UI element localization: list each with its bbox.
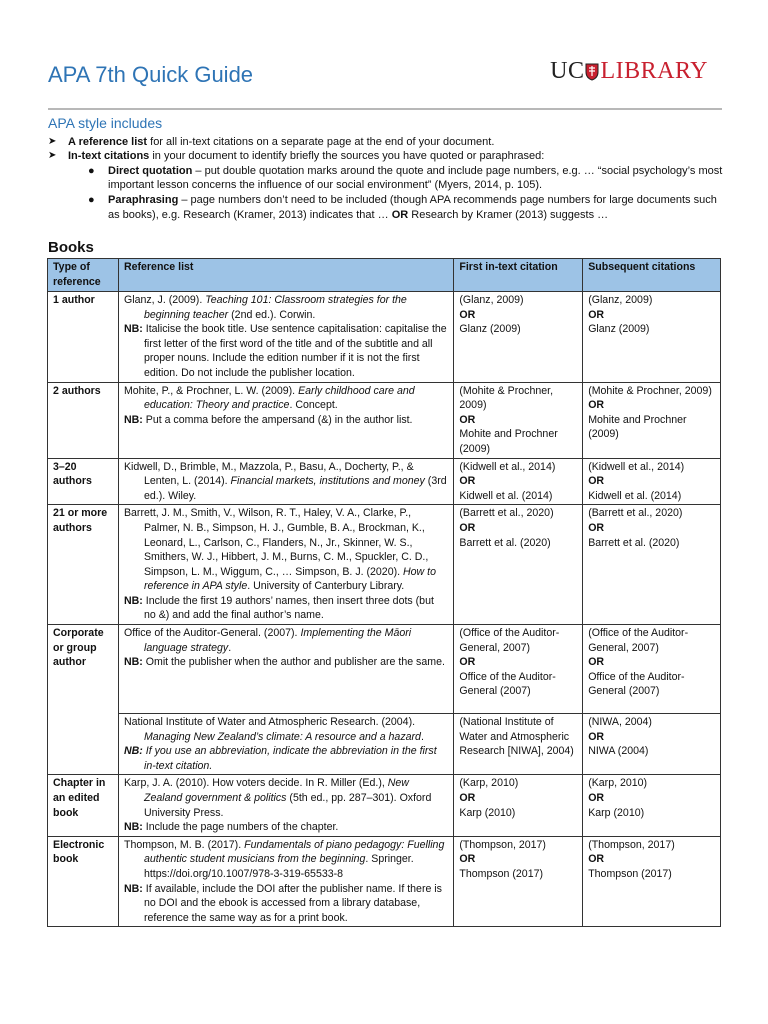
books-reference-table	[47, 258, 721, 927]
row-subsequent-citation: (Karp, 2010) OR Karp (2010)	[583, 775, 721, 836]
table-row	[48, 505, 721, 625]
row-first-citation: (Mohite & Prochner, 2009) OR Mohite and Prochner (2009)	[454, 382, 583, 458]
row-subsequent-citation: (NIWA, 2004) OR NIWA (2004)	[583, 714, 721, 775]
row-type: 21 or more authors	[48, 505, 119, 625]
table-row	[48, 382, 721, 458]
header-first-citation: First in-text citation	[454, 259, 583, 292]
table-row	[48, 292, 721, 383]
row-first-citation: (Office of the Auditor-General, 2007) OR Office of the Auditor-General (2007)	[454, 625, 583, 714]
row-reference: Mohite, P., & Prochner, L. W. (2009). Early childhood care and education: Theory and practice. Concept. NB: Put a comma before the ampersand (&) in the author list.	[118, 382, 453, 458]
dot-bullet-icon: ●	[88, 164, 95, 177]
table-row	[48, 714, 721, 775]
crest-icon	[585, 63, 599, 81]
arrow-bullet-icon: ➤	[48, 135, 57, 147]
row-type: Chapter in an edited book	[48, 775, 119, 836]
row-subsequent-citation: (Glanz, 2009) OR Glanz (2009)	[583, 292, 721, 383]
row-type: Corporate or group author	[48, 625, 119, 775]
table-row	[48, 775, 721, 836]
intro-bullet-reference-list: ➤ A reference list for all in-text citations on a separate page at the end of your document.	[48, 135, 495, 148]
arrow-bullet-icon: ➤	[48, 150, 57, 162]
table-row	[48, 458, 721, 505]
row-subsequent-citation: (Thompson, 2017) OR Thompson (2017)	[583, 836, 721, 927]
intro-sub-direct-quotation: ● Direct quotation – put double quotation marks around the quote and include page numbers, e.g. … “social psychology’s most important lesson concerns the influence of our social environment” (Myers, 2014, p. 105).	[88, 164, 723, 192]
dot-bullet-icon: ●	[88, 193, 95, 206]
row-first-citation: (Kidwell et al., 2014) OR Kidwell et al. (2014)	[454, 458, 583, 505]
intro-bullet-in-text: ➤ In-text citations in your document to identify briefly the sources you have quoted or paraphrased:	[48, 150, 545, 163]
row-first-citation: (Karp, 2010) OR Karp (2010)	[454, 775, 583, 836]
page-header	[48, 58, 720, 108]
row-reference: Office of the Auditor-General. (2007). Implementing the Māori language strategy. NB: Omit the publisher when the author and publisher are the same.	[118, 625, 453, 714]
row-subsequent-citation: (Barrett et al., 2020) OR Barrett et al. (2020)	[583, 505, 721, 625]
row-reference: National Institute of Water and Atmospheric Research. (2004). Managing New Zealand’s climate: A resource and a hazard. NB: If you use an abbreviation, indicate the abbreviation in the first in-text citation.	[118, 714, 453, 775]
row-first-citation: (National Institute of Water and Atmospheric Research [NIWA], 2004)	[454, 714, 583, 775]
row-first-citation: (Thompson, 2017) OR Thompson (2017)	[454, 836, 583, 927]
table-row	[48, 836, 721, 927]
row-reference: Barrett, J. M., Smith, V., Wilson, R. T., Haley, V. A., Clarke, P., Palmer, N. B., Simpson, H. J., Gumble, B. A., Brockman, K., Leonard, L., Carlson, C., Flanders, N., Jr., Skinner, W. S., Smithers, W. J., Hibbert, J. M., Burns, C. M., Spuckler, C. D., Simpson, L. M., Wiggum, C., … Simpson, B. J. (2020). How to reference in APA style. University of Canterbury Library. NB: Include the first 19 authors’ names, then insert three dots (but no &) and add the final author’s name.	[118, 505, 453, 625]
header-divider	[48, 108, 722, 110]
row-subsequent-citation: (Kidwell et al., 2014) OR Kidwell et al. (2014)	[583, 458, 721, 505]
intro-section	[48, 116, 728, 222]
row-reference: Karp, J. A. (2010). How voters decide. In R. Miller (Ed.), New Zealand government & politics (5th ed., pp. 287–301). Oxford University Press. NB: Include the page numbers of the chapter.	[118, 775, 453, 836]
header-type: Type of reference	[48, 259, 119, 292]
row-reference: Glanz, J. (2009). Teaching 101: Classroom strategies for the beginning teacher (2nd ed.). Corwin. NB: Italicise the book title. Use sentence capitalisation: capitalise the first letter of the first word of the title and of the subtitle and all proper nouns. Include the edition number if it is not the first edition. Do not include the publisher location.	[118, 292, 453, 383]
intro-sub-paraphrasing: ● Paraphrasing – page numbers don’t need to be included (though APA recommends page numbers for large documents such as books), e.g. Research (Kramer, 2013) indicates that … OR Research by Kramer (2013) suggests …	[88, 193, 717, 221]
row-type: 1 author	[48, 292, 119, 383]
page-title: APA 7th Quick Guide	[48, 62, 254, 87]
table-header-row	[48, 259, 721, 292]
row-type: 2 authors	[48, 382, 119, 458]
row-subsequent-citation: (Mohite & Prochner, 2009) OR Mohite and Prochner (2009)	[583, 382, 721, 458]
uc-library-logo: UC LIBRARY	[550, 58, 708, 84]
row-type: 3–20 authors	[48, 458, 119, 505]
row-first-citation: (Barrett et al., 2020) OR Barrett et al. (2020)	[454, 505, 583, 625]
row-subsequent-citation: (Office of the Auditor-General, 2007) OR Office of the Auditor-General (2007)	[583, 625, 721, 714]
row-reference: Thompson, M. B. (2017). Fundamentals of piano pedagogy: Fuelling authentic student musicians from the beginning. Springer. https://doi.org/10.1007/978-3-319-65533-8 NB: If available, include the DOI after the publisher name. If there is no DOI and the ebook is accessed from a library database, reference the same way as for a print book.	[118, 836, 453, 927]
row-reference: Kidwell, D., Brimble, M., Mazzola, P., Basu, A., Docherty, P., & Lenten, L. (2014). Financial markets, institutions and money (3rd ed.). Wiley.	[118, 458, 453, 505]
header-subsequent-citations: Subsequent citations	[583, 259, 721, 292]
intro-heading: APA style includes	[48, 115, 163, 131]
section-title-books: Books	[48, 239, 94, 256]
row-first-citation: (Glanz, 2009) OR Glanz (2009)	[454, 292, 583, 383]
row-type: Electronic book	[48, 836, 119, 927]
header-reference-list: Reference list	[118, 259, 453, 292]
table-row	[48, 625, 721, 714]
